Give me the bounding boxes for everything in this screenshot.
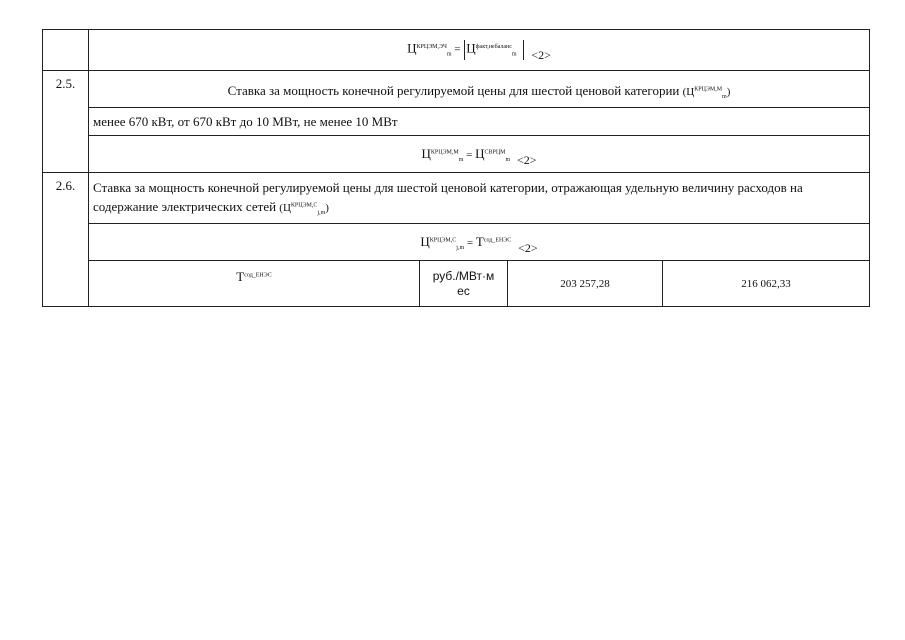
symbol: $(Ц^{КРЦЭМ,М}_m)$ (682, 85, 731, 100)
abs-bar-right (523, 40, 524, 60)
value-label: $Т^{сод\_ЕНЭС}$ (89, 261, 420, 307)
table-row (43, 224, 870, 261)
symbol: $(Ц^{КРЦЭМ,С}_{j,m})$ (279, 202, 329, 217)
row-number: 2.5. (43, 71, 89, 173)
unit-cell: руб./МВт·м ес (420, 261, 508, 307)
row-description: Ставка за мощность конечной регулируемой цены для шестой ценовой категории, отражающая удельную величину расходов на содержание электрических сетей $(Ц^{КРЦЭМ,С}_{j,m})$ (89, 173, 870, 224)
value-1: 203 257,28 (508, 261, 663, 307)
formula-cell: $Ц^{КРЦЭМ,С}_{j,m} = Т^{сод\_ЕНЭС} <2>$ (89, 224, 870, 261)
value-2: 216 062,33 (663, 261, 870, 307)
table-row (43, 71, 870, 108)
table-row (43, 173, 870, 224)
table-row (43, 261, 870, 307)
table-row (43, 108, 870, 136)
table-row (43, 30, 870, 71)
row-description: Ставка за мощность конечной регулируемой цены для шестой ценовой категории $(Ц^{КРЦЭМ,М}_m)$ (89, 71, 870, 108)
power-ranges: менее 670 кВт, от 670 кВт до 10 МВт, не менее 10 МВт (89, 108, 870, 136)
formula-eq: = (454, 43, 461, 56)
footnote-ref: <2> (516, 153, 537, 167)
table-row (43, 136, 870, 173)
formula-cell: $Ц^{КРЦЭМ,М}_m = Ц^{СВРЦМ}_m <2>$ (89, 136, 870, 173)
footnote-ref: <2> (518, 241, 538, 255)
formula-cell: $Ц^{КРЦЭМ,ЭЧ}_m = Ц^{факт,небаланс}_m <2>$ (89, 30, 870, 71)
tariff-table (42, 29, 870, 307)
row-number: 2.6. (43, 173, 89, 307)
number-cell-empty (43, 30, 89, 71)
formula-lhs: Ц (407, 40, 417, 56)
footnote-ref: <2> (531, 47, 551, 62)
